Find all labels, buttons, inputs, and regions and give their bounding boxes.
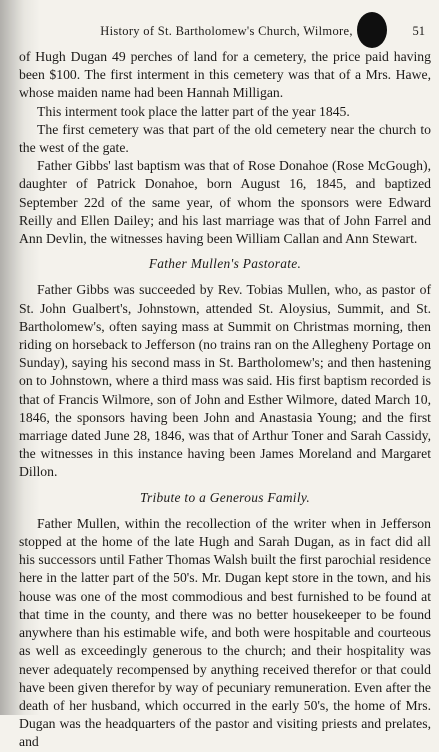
paragraph-cemetery-purchase: of Hugh Dugan 49 perches of land for a cemetery, the price paid having been $100. The first interment in this cemetery was that of a Mrs. Hawe, whose maiden name had been Hannah Milligan. — [19, 49, 431, 101]
section-heading-mullen-pastorate: Father Mullen's Pastorate. — [148, 256, 302, 272]
running-title: History of St. Bartholomew's Church, Wilmore, — [100, 23, 353, 38]
page-number: 51 — [412, 23, 425, 38]
page-body — [19, 48, 431, 752]
paragraph-first-cemetery: The first cemetery was that part of the old cemetery near the church to the west of the gate. — [19, 121, 431, 156]
paragraph-first-interment-date: This interment took place the latter part of the year 1845. — [37, 103, 350, 119]
paragraph-gibbs-last-baptism: Father Gibbs' last baptism was that of Rose Donahoe (Rose McGough), daughter of Patrick Donahoe, born August 16, 1845, and baptized September 22d of the same year, of whom the sponsors were Edward Reilly and Ellen Dailey; and his last marriage was that of John Farrel and Ann Devlin, the witnesses having been William Callan and Ann Stewart. — [19, 158, 431, 247]
section-heading-generous-family: Tribute to a Generous Family. — [139, 489, 310, 505]
paragraph-generous-family: Father Mullen, within the recollection of the writer when in Jefferson stopped at the home of the late Hugh and Sarah Dugan, as in fact did all his successors until Father Thomas Walsh built the first parochial residence here in the latter part of the 50's. Mr. Dugan kept store in the town, and his house was one of the most commodious and best furnished to be found at that time in the county, and there was no better housekeeper to be found anywhere than his estimable wife, and both were hospitable and courteous as well as exceedingly generous to the church; and their hospitality was never adequately recompensed by anything received therefor or that could have been given therefor by way of pecuniary remuneration. Even after the death of her husband, which occurred in the early 50's, the home of Mrs. Dugan was the headquarters of the pastor and visiting priests and prelates, and — [19, 515, 431, 750]
paragraph-mullen-pastorate: Father Gibbs was succeeded by Rev. Tobias Mullen, who, as pastor of St. John Gualbert's, Johnstown, attended St. Aloysius, Summit, and St. Bartholomew's, often saying mass at Summit on Christmas morning, then riding on horseback to Jefferson (no trains ran on the Allegheny Portage on Sunday), saying his second mass in St. Bartholomew's; and then hastening on to Johnstown, where a third mass was said. His first baptism recorded is that of Francis Wilmore, son of John and Esther Wilmore, dated March 10, 1846, the sponsors having been John and Anastasia Young; and the first marriage dated June 28, 1846, was that of Arthur Toner and Sarah Cassidy, the witnesses in this instance having been James Moreland and Margaret Dillon. — [19, 282, 431, 480]
thumb-smudge — [357, 12, 387, 48]
